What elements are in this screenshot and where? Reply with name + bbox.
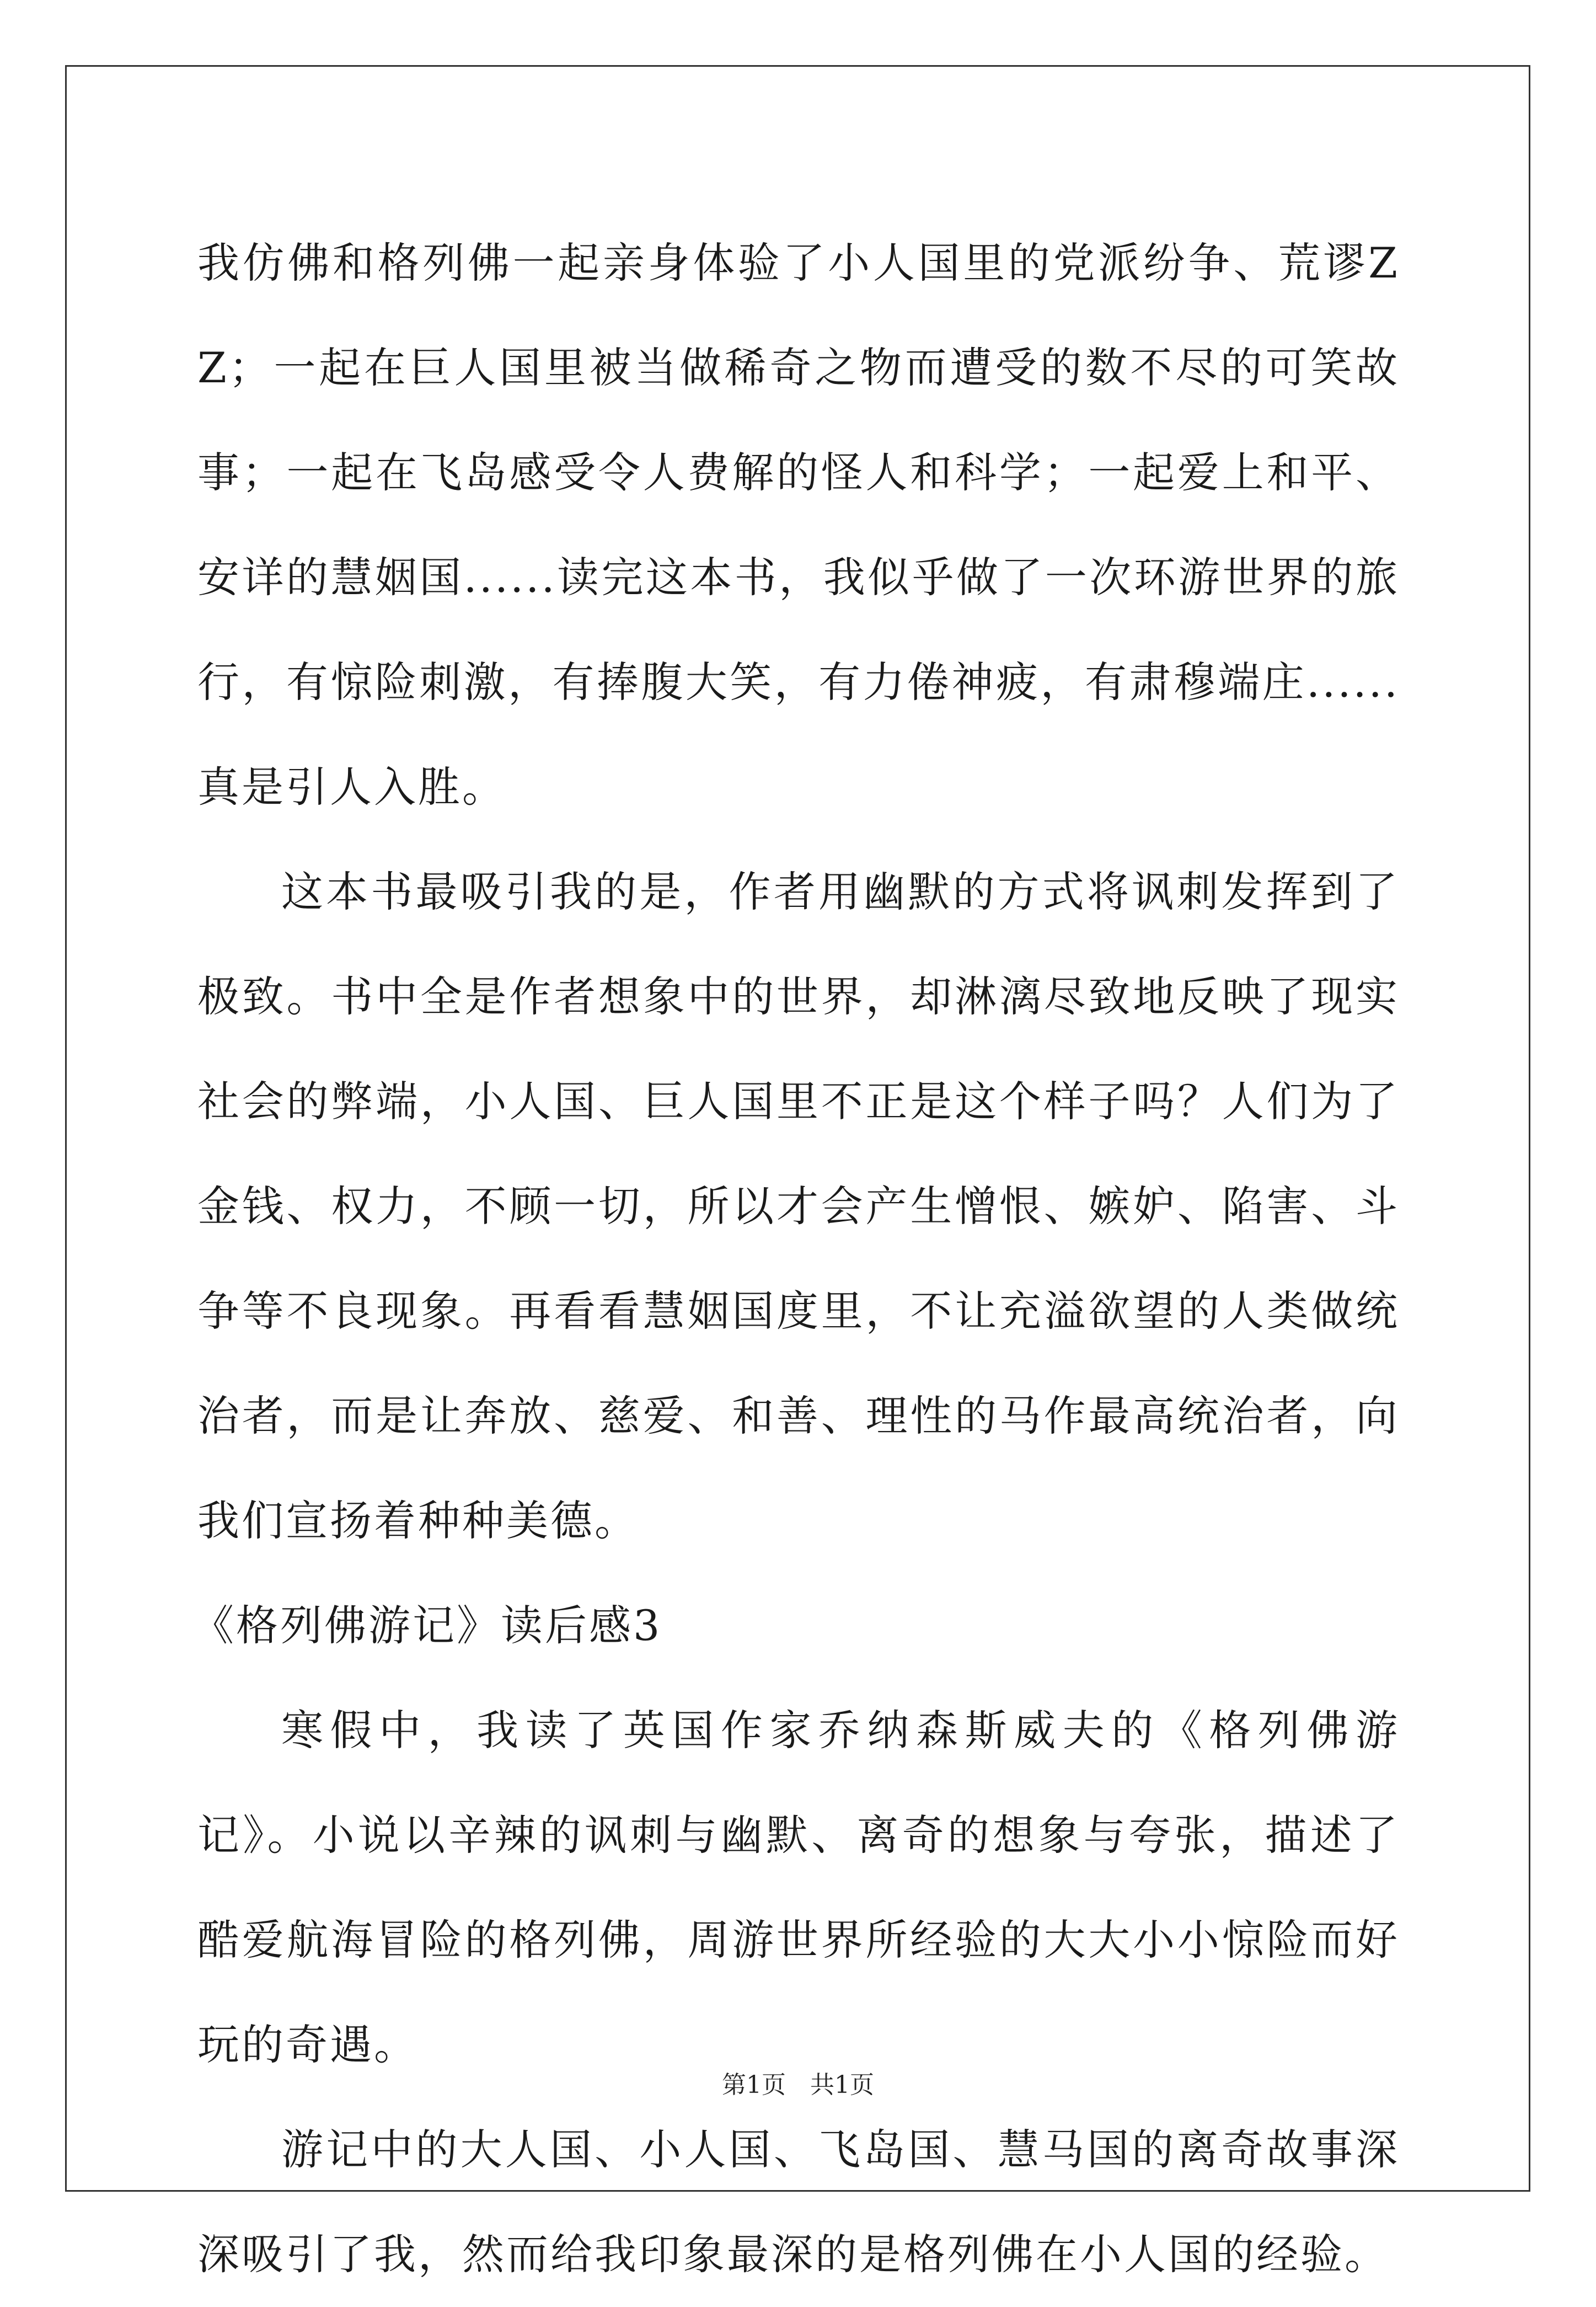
page-total: 共1页 [810,2071,874,2099]
document-body [192,211,1400,2307]
paragraph-intro: 寒假中，我读了英国作家乔纳森斯威夫的《格列佛游记》。小说以辛辣的讽刺与幽默、离奇的想象与夸张，描述了酷爱航海冒险的格列佛，周游世界所经验的大大小小惊险而好玩的奇遇。 [197,1706,1400,2069]
page-number: 第1页 [722,2071,786,2099]
paragraph-lilliput: 游记中的大人国、小人国、飞岛国、慧马国的离奇故事深深吸引了我，然而给我印象最深的是格列佛在小人国的经验。 [197,2125,1400,2279]
section-heading: 《格列佛游记》读后感3 [192,1601,662,1650]
page-footer [0,2069,1596,2102]
paragraph-satire: 这本书最吸引我的是，作者用幽默的方式将讽刺发挥到了极致。书中全是作者想象中的世界，却淋漓尽致地反映了现实社会的弊端，小人国、巨人国里不正是这个样子吗？人们为了金钱、权力，不顾一切，所以才会产生憎恨、嫉妒、陷害、斗争等不良现象。再看看慧姻国度里，不让充溢欲望的人类做统治者，而是让奔放、慈爱、和善、理性的马作最高统治者，向我们宣扬着种种美德。 [197,867,1400,1545]
paragraph-continuation: 我仿佛和格列佛一起亲身体验了小人国里的党派纷争、荒谬ZZ；一起在巨人国里被当做稀奇之物而遭受的数不尽的可笑故事；一起在飞岛感受令人费解的怪人和科学；一起爱上和平、安详的慧姻国......读完这本书，我似乎做了一次环游世界的旅行，有惊险刺激，有捧腹大笑，有力倦神疲，有肃穆端庄......真是引人入胜。 [197,238,1400,811]
